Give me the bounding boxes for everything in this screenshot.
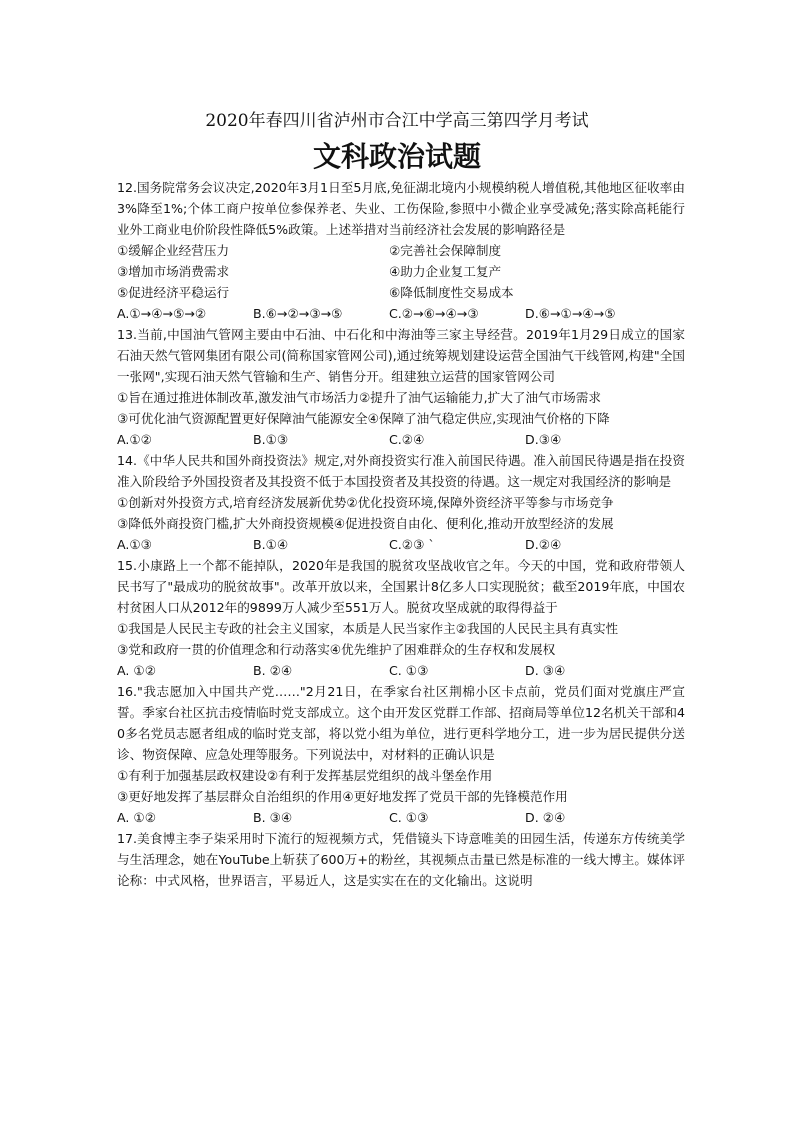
statement-row <box>117 261 685 282</box>
option-c: C.②④ <box>389 432 425 447</box>
question-15 <box>117 555 685 681</box>
option-d: D.⑥→①→④→⑤ <box>525 306 616 321</box>
options-row <box>117 660 685 681</box>
option-c: C.②③ ` <box>389 537 435 552</box>
exam-subtitle: 文科政治试题 <box>312 140 481 173</box>
options-row <box>117 534 685 555</box>
question-stem: 16."我志愿加入中国共产党……"2月21日，在季家台社区荆棉小区卡点前，党员们面对党旗庄严宣誓。季家台社区抗击疫情临时党支部成立。这个由开发区党群工作部、招商局等单位12名机关干部和40多名党员志愿者组成的临时党支部，将以党小组为单位，进行更科学地分工，进一步为居民提供分送诊、物资保障、应急处理等服务。下列说法中，对材料的正确认识是 <box>117 684 685 762</box>
option-d: D.②④ <box>525 537 562 552</box>
statement: ③更好地发挥了基层群众自治组织的作用④更好地发挥了党员干部的先锋模范作用 <box>117 789 568 804</box>
statement: ①缓解企业经营压力 <box>117 243 230 258</box>
option-c: C.②→⑥→④→③ <box>389 306 479 321</box>
statement-row <box>117 282 685 303</box>
statement: ①有利于加强基层政权建设②有利于发挥基层党组织的战斗堡垒作用 <box>117 768 493 783</box>
question-stem: 17.美食博主李子柒采用时下流行的短视频方式，凭借镜头下诗意唯美的田园生活，传递东方传统美学与生活理念，她在YouTube上斩获了600万+的粉丝，其视频点击量已然是标准的一线大博主。媒体评论称：中式风格，世界语言，平易近人，这是实实在在的文化输出。这说明 <box>117 831 685 888</box>
statement: ⑥降低制度性交易成本 <box>389 285 514 300</box>
statement: ⑤促进经济平稳运行 <box>117 285 230 300</box>
question-16 <box>117 681 685 828</box>
statement: ④助力企业复工复产 <box>389 264 502 279</box>
statement: ③可优化油气资源配置更好保障油气能源安全④保障了油气稳定供应,实现油气价格的下降 <box>117 411 610 426</box>
statement-row <box>117 240 685 261</box>
statement: ①旨在通过推进体制改革,激发油气市场活力②提升了油气运输能力,扩大了油气市场需求 <box>117 390 601 405</box>
question-13 <box>117 324 685 450</box>
option-b: B.⑥→②→③→⑤ <box>253 306 343 321</box>
question-stem: 13.当前,中国油气管网主要由中石油、中石化和中海油等三家主导经营。2019年1月29日成立的国家石油天然气管网集团有限公司(简称国家管网公司),通过统筹规划建设运营全国油气干线管网,构建"全国一张网",实现石油天然气管输和生产、销售分开。组建独立运营的国家管网公司 <box>117 327 685 384</box>
option-a: A. ①② <box>117 810 156 825</box>
options-row <box>117 807 685 828</box>
question-stem: 15.小康路上一个都不能掉队，2020年是我国的脱贫攻坚战收官之年。今天的中国，党和政府带领人民书写了"最成功的脱贫故事"。改革开放以来，全国累计8亿多人口实现脱贫；截至2019年底，中国农村贫困人口从2012年的9899万人减少至551万人。脱贫攻坚成就的取得得益于 <box>117 558 685 615</box>
option-b: B. ③④ <box>253 810 293 825</box>
exam-title: 2020年春四川省泸州市合江中学高三第四学月考试 <box>205 111 589 131</box>
option-c: C. ①③ <box>389 663 429 678</box>
option-b: B. ②④ <box>253 663 293 678</box>
question-17 <box>117 828 685 891</box>
question-list <box>117 177 685 891</box>
option-b: B.①④ <box>253 537 289 552</box>
statement: ③党和政府一贯的价值理念和行动落实④优先维护了困难群众的生存权和发展权 <box>117 642 556 657</box>
question-14 <box>117 450 685 555</box>
option-d: D. ②④ <box>525 810 566 825</box>
option-c: C. ①③ <box>389 810 429 825</box>
option-a: A. ①② <box>117 663 156 678</box>
statement: ①创新对外投资方式,培育经济发展新优势②优化投资环境,保障外资经济平等参与市场竞争 <box>117 495 614 510</box>
statement: ①我国是人民民主专政的社会主义国家，本质是人民当家作主②我国的人民民主具有真实性 <box>117 621 619 636</box>
option-d: D. ③④ <box>525 663 566 678</box>
options-row <box>117 303 685 324</box>
statement: ②完善社会保障制度 <box>389 243 502 258</box>
statement: ③增加市场消费需求 <box>117 264 230 279</box>
question-stem: 12.国务院常务会议决定,2020年3月1日至5月底,免征湖北境内小规模纳税人增值税,其他地区征收率由3%降至1%;个体工商户按单位参保养老、失业、工伤保险,参照中小微企业享受减免;落实除高耗能行业外工商业电价阶段性降低5%政策。上述举措对当前经济社会发展的影响路径是 <box>117 180 685 237</box>
statement: ③降低外商投资门槛,扩大外商投资规模④促进投资自由化、便利化,推动开放型经济的发展 <box>117 516 614 531</box>
option-a: A.①→④→⑤→② <box>117 306 207 321</box>
option-a: A.①③ <box>117 537 152 552</box>
options-row <box>117 429 685 450</box>
question-stem: 14.《中华人民共和国外商投资法》规定,对外商投资实行准入前国民待遇。准入前国民待遇是指在投资准入阶段给予外国投资者及其投资不低于本国投资者及其投资的待遇。这一规定对我国经济的影响是 <box>117 453 685 489</box>
option-a: A.①② <box>117 432 152 447</box>
option-b: B.①③ <box>253 432 289 447</box>
question-12 <box>117 177 685 324</box>
option-d: D.③④ <box>525 432 562 447</box>
